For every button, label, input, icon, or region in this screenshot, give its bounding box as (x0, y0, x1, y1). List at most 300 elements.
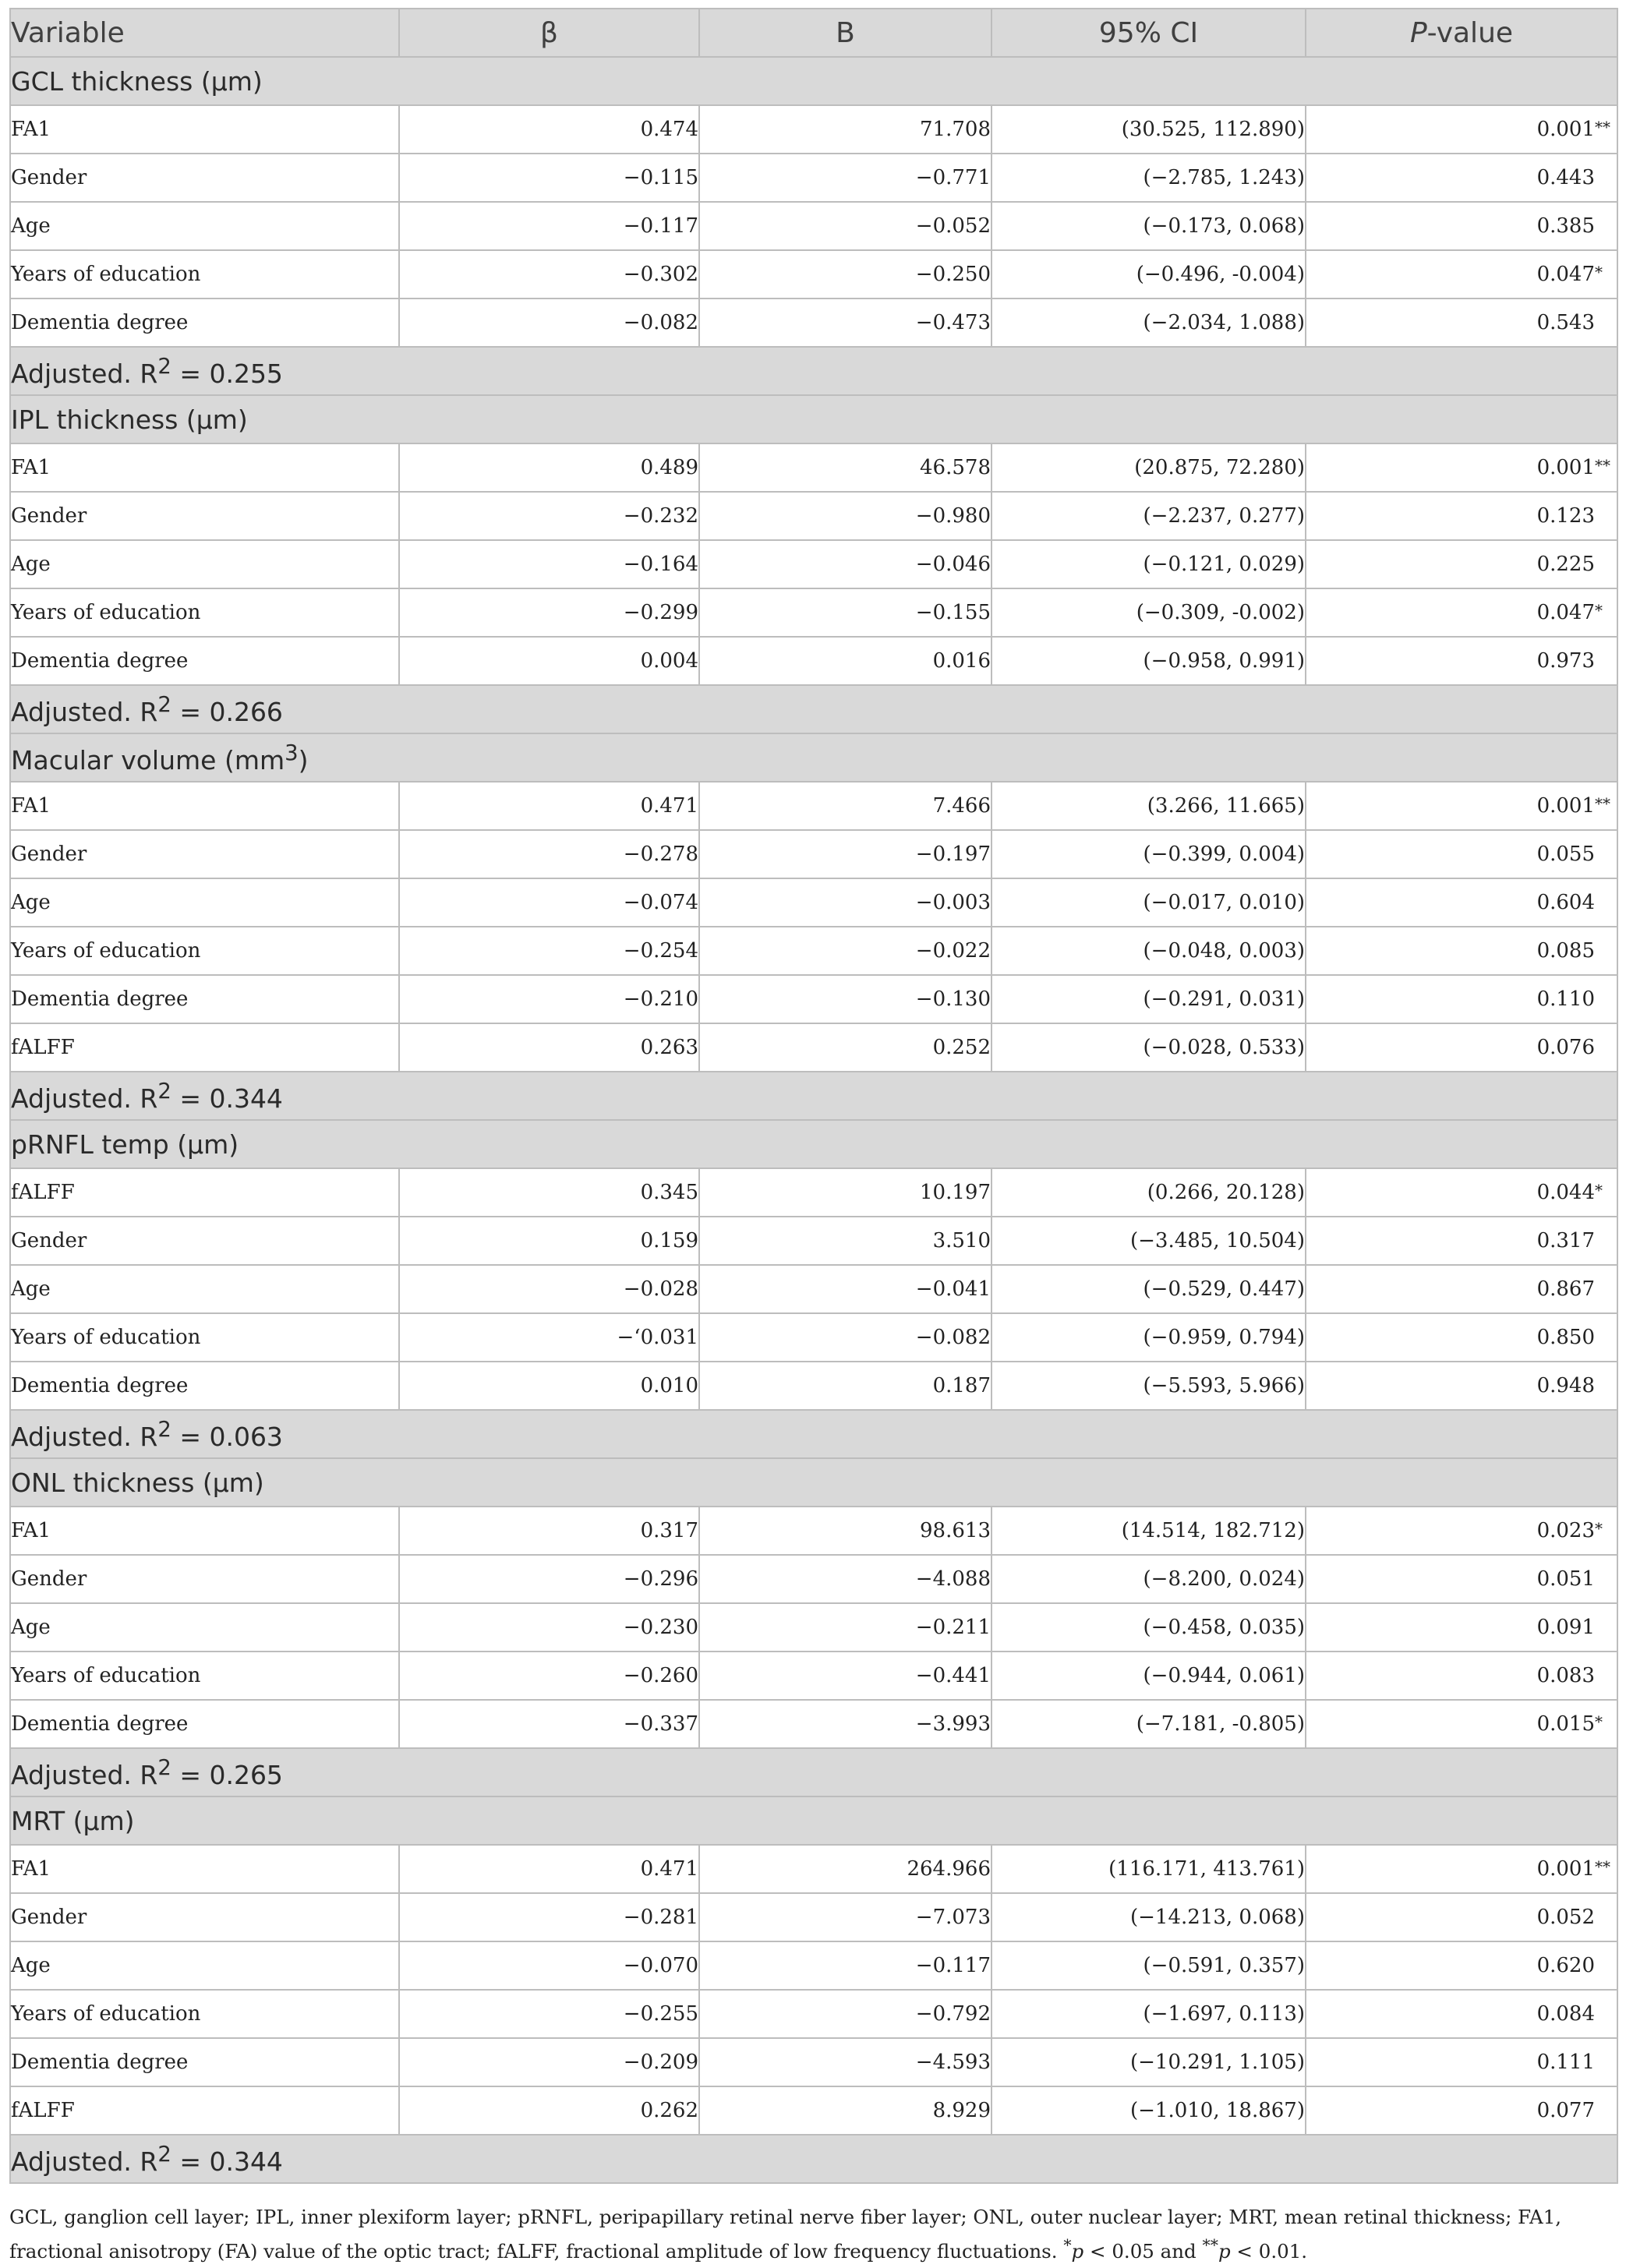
cell-b: −0.441 (699, 1652, 992, 1700)
section-header-row (10, 1458, 1617, 1507)
section-title-text: ONL thickness (μm) (11, 1467, 264, 1498)
cell-p-value (1306, 299, 1617, 347)
section-title (10, 1796, 1617, 1845)
cell-b: 3.510 (699, 1217, 992, 1265)
p-value-number: 0.023 (1536, 1519, 1595, 1542)
cell-b: 0.016 (699, 637, 992, 685)
p-value-number: 0.076 (1536, 1036, 1595, 1059)
cell-variable: Dementia degree (10, 1700, 399, 1748)
section-title (10, 733, 1617, 782)
cell-ci: (−8.200, 0.024) (992, 1555, 1306, 1603)
section-title (10, 395, 1617, 443)
cell-p-value (1306, 1362, 1617, 1410)
cell-ci: (−7.181, -0.805) (992, 1700, 1306, 1748)
table-row (10, 154, 1617, 202)
p-value-number: 0.867 (1536, 1277, 1595, 1301)
section-header-row (10, 1796, 1617, 1845)
table-row (10, 540, 1617, 588)
significance-marker: * (1595, 601, 1603, 620)
table-row (10, 1893, 1617, 1941)
cell-p-value (1306, 1265, 1617, 1313)
table-row (10, 782, 1617, 830)
cell-beta: −0.302 (399, 250, 699, 299)
cell-p-value (1306, 1700, 1617, 1748)
cell-beta: −0.209 (399, 2038, 699, 2086)
section-header-row (10, 733, 1617, 782)
cell-p-value (1306, 105, 1617, 154)
cell-beta: 0.010 (399, 1362, 699, 1410)
table-row (10, 202, 1617, 250)
cell-b: −3.993 (699, 1700, 992, 1748)
cell-p-value (1306, 2086, 1617, 2135)
significance-marker: ** (1595, 456, 1610, 475)
cell-p-value (1306, 782, 1617, 830)
cell-ci: (14.514, 182.712) (992, 1507, 1306, 1555)
adjusted-r2-label: Adjusted. R (11, 2146, 158, 2177)
adjusted-r2-row (10, 685, 1617, 733)
cell-ci: (−0.959, 0.794) (992, 1313, 1306, 1362)
cell-b: −4.088 (699, 1555, 992, 1603)
cell-ci: (−0.048, 0.003) (992, 927, 1306, 975)
p-value-number: 0.948 (1536, 1374, 1595, 1397)
cell-variable: Years of education (10, 927, 399, 975)
cell-p-value (1306, 2038, 1617, 2086)
adjusted-r2-cell (10, 1410, 1617, 1458)
header-ci: 95% CI (992, 9, 1306, 57)
cell-ci: (−2.034, 1.088) (992, 299, 1306, 347)
table-row (10, 1313, 1617, 1362)
header-p-value (1306, 9, 1617, 57)
table-row (10, 588, 1617, 637)
cell-variable: Years of education (10, 250, 399, 299)
cell-b: 8.929 (699, 2086, 992, 2135)
table-row (10, 299, 1617, 347)
p-value-number: 0.001 (1536, 456, 1595, 479)
adjusted-r2-row (10, 1072, 1617, 1120)
significance-marker: * (1595, 1712, 1603, 1731)
footnote-sig1-mark: * (1063, 2236, 1072, 2255)
cell-ci: (−0.017, 0.010) (992, 878, 1306, 927)
p-value-number: 0.604 (1536, 891, 1595, 914)
table-row (10, 443, 1617, 492)
adjusted-r2-exponent: 2 (157, 353, 171, 379)
table-row (10, 830, 1617, 878)
adjusted-r2-exponent: 2 (157, 2141, 171, 2167)
cell-b: 10.197 (699, 1168, 992, 1217)
cell-beta: 0.471 (399, 1845, 699, 1893)
adjusted-r2-value: = 0.266 (171, 696, 283, 727)
cell-p-value (1306, 443, 1617, 492)
cell-ci: (−0.496, -0.004) (992, 250, 1306, 299)
table-row (10, 1023, 1617, 1072)
cell-beta: −0.278 (399, 830, 699, 878)
cell-b: −0.003 (699, 878, 992, 927)
cell-variable: FA1 (10, 443, 399, 492)
section-title-text: Macular volume (mm (11, 744, 285, 775)
table-row (10, 1845, 1617, 1893)
significance-marker: * (1595, 1181, 1603, 1199)
cell-variable: Age (10, 1941, 399, 1990)
p-value-number: 0.055 (1536, 843, 1595, 866)
table-row (10, 492, 1617, 540)
p-value-number: 0.091 (1536, 1616, 1595, 1639)
cell-p-value (1306, 492, 1617, 540)
cell-p-value (1306, 1652, 1617, 1700)
table-row (10, 878, 1617, 927)
cell-ci: (−2.785, 1.243) (992, 154, 1306, 202)
section-title-text: IPL thickness (μm) (11, 404, 248, 435)
adjusted-r2-exponent: 2 (157, 1754, 171, 1780)
cell-p-value (1306, 1941, 1617, 1990)
p-value-number: 0.085 (1536, 939, 1595, 963)
adjusted-r2-exponent: 2 (157, 691, 171, 717)
cell-variable: Gender (10, 154, 399, 202)
cell-variable: Age (10, 540, 399, 588)
adjusted-r2-value: = 0.344 (171, 1083, 283, 1114)
cell-beta: 0.345 (399, 1168, 699, 1217)
table-row (10, 927, 1617, 975)
table-row (10, 637, 1617, 685)
cell-b: −0.022 (699, 927, 992, 975)
cell-beta: −0.074 (399, 878, 699, 927)
cell-p-value (1306, 1217, 1617, 1265)
cell-b: −7.073 (699, 1893, 992, 1941)
cell-variable: Dementia degree (10, 637, 399, 685)
header-p-suffix: -value (1426, 16, 1514, 49)
cell-ci: (−0.028, 0.533) (992, 1023, 1306, 1072)
cell-ci: (−0.958, 0.991) (992, 637, 1306, 685)
cell-variable: Years of education (10, 1313, 399, 1362)
table-row (10, 1362, 1617, 1410)
cell-ci: (−3.485, 10.504) (992, 1217, 1306, 1265)
adjusted-r2-exponent: 2 (157, 1078, 171, 1104)
cell-variable: Age (10, 202, 399, 250)
cell-p-value (1306, 1893, 1617, 1941)
table-footnote (9, 2203, 1617, 2266)
cell-variable: fALFF (10, 1023, 399, 1072)
cell-b: −0.052 (699, 202, 992, 250)
cell-beta: −0.115 (399, 154, 699, 202)
adjusted-r2-label: Adjusted. R (11, 1759, 158, 1790)
section-title-text: MRT (μm) (11, 1805, 135, 1836)
cell-p-value (1306, 588, 1617, 637)
cell-ci: (0.266, 20.128) (992, 1168, 1306, 1217)
cell-b: −0.473 (699, 299, 992, 347)
p-value-number: 0.015 (1536, 1712, 1595, 1736)
cell-ci: (−0.591, 0.357) (992, 1941, 1306, 1990)
table-row (10, 1652, 1617, 1700)
p-value-number: 0.052 (1536, 1906, 1595, 1929)
cell-variable: Dementia degree (10, 1362, 399, 1410)
adjusted-r2-label: Adjusted. R (11, 358, 158, 389)
cell-b: 0.187 (699, 1362, 992, 1410)
cell-b: 0.252 (699, 1023, 992, 1072)
table-row (10, 1603, 1617, 1652)
cell-ci: (−0.399, 0.004) (992, 830, 1306, 878)
cell-variable: FA1 (10, 782, 399, 830)
table-row (10, 250, 1617, 299)
cell-variable: fALFF (10, 2086, 399, 2135)
cell-beta: −0.028 (399, 1265, 699, 1313)
cell-variable: Gender (10, 492, 399, 540)
cell-b: −0.771 (699, 154, 992, 202)
significance-marker: ** (1595, 794, 1610, 813)
p-value-number: 0.051 (1536, 1567, 1595, 1591)
cell-b: −0.046 (699, 540, 992, 588)
cell-variable: fALFF (10, 1168, 399, 1217)
p-value-number: 0.044 (1536, 1181, 1595, 1204)
cell-ci: (−0.121, 0.029) (992, 540, 1306, 588)
adjusted-r2-cell (10, 1072, 1617, 1120)
footnote-sig2-cond: < 0.01. (1230, 2240, 1308, 2263)
cell-ci: (−0.944, 0.061) (992, 1652, 1306, 1700)
cell-beta: −0.210 (399, 975, 699, 1023)
p-value-number: 0.850 (1536, 1326, 1595, 1349)
cell-b: 264.966 (699, 1845, 992, 1893)
p-value-number: 0.001 (1536, 118, 1595, 141)
header-b: B (699, 9, 992, 57)
adjusted-r2-value: = 0.063 (171, 1421, 283, 1452)
cell-variable: Dementia degree (10, 299, 399, 347)
cell-beta: 0.317 (399, 1507, 699, 1555)
cell-p-value (1306, 540, 1617, 588)
cell-b: −0.250 (699, 250, 992, 299)
cell-b: 7.466 (699, 782, 992, 830)
cell-ci: (−0.173, 0.068) (992, 202, 1306, 250)
table-row (10, 975, 1617, 1023)
section-title-text: GCL thickness (μm) (11, 65, 263, 97)
significance-marker: * (1595, 263, 1603, 281)
cell-p-value (1306, 830, 1617, 878)
section-title (10, 57, 1617, 105)
cell-b: −0.130 (699, 975, 992, 1023)
cell-b: −0.082 (699, 1313, 992, 1362)
p-value-number: 0.001 (1536, 1857, 1595, 1881)
cell-ci: (−5.593, 5.966) (992, 1362, 1306, 1410)
cell-p-value (1306, 927, 1617, 975)
p-value-number: 0.077 (1536, 2099, 1595, 2122)
cell-variable: FA1 (10, 1845, 399, 1893)
cell-beta: −0.117 (399, 202, 699, 250)
header-beta: β (399, 9, 699, 57)
cell-b: −0.155 (699, 588, 992, 637)
adjusted-r2-label: Adjusted. R (11, 696, 158, 727)
footnote-sig1-cond: < 0.05 and (1083, 2240, 1203, 2263)
cell-p-value (1306, 1555, 1617, 1603)
p-value-number: 0.111 (1536, 2051, 1595, 2074)
cell-b: −0.197 (699, 830, 992, 878)
cell-beta: −0.260 (399, 1652, 699, 1700)
cell-b: 71.708 (699, 105, 992, 154)
cell-beta: −0.164 (399, 540, 699, 588)
cell-ci: (−0.529, 0.447) (992, 1265, 1306, 1313)
cell-ci: (−0.291, 0.031) (992, 975, 1306, 1023)
section-header-row (10, 395, 1617, 443)
footnote-sig2-mark: ** (1202, 2236, 1218, 2255)
table-row (10, 1265, 1617, 1313)
section-title-exponent: 3 (285, 740, 299, 765)
cell-beta: 0.004 (399, 637, 699, 685)
cell-b: 46.578 (699, 443, 992, 492)
cell-variable: FA1 (10, 105, 399, 154)
cell-p-value (1306, 975, 1617, 1023)
footnote-sig1-p: p (1071, 2240, 1084, 2263)
cell-variable: Gender (10, 1893, 399, 1941)
cell-beta: 0.263 (399, 1023, 699, 1072)
cell-variable: Years of education (10, 588, 399, 637)
adjusted-r2-row (10, 1748, 1617, 1796)
cell-ci: (−2.237, 0.277) (992, 492, 1306, 540)
cell-b: −4.593 (699, 2038, 992, 2086)
adjusted-r2-cell (10, 685, 1617, 733)
cell-beta: −0.337 (399, 1700, 699, 1748)
cell-p-value (1306, 1313, 1617, 1362)
header-row (10, 9, 1617, 57)
adjusted-r2-value: = 0.265 (171, 1759, 283, 1790)
p-value-number: 0.973 (1536, 649, 1595, 673)
table-row (10, 2038, 1617, 2086)
cell-b: −0.211 (699, 1603, 992, 1652)
cell-beta: 0.159 (399, 1217, 699, 1265)
cell-beta: 0.262 (399, 2086, 699, 2135)
cell-variable: Gender (10, 1555, 399, 1603)
table-row (10, 1168, 1617, 1217)
table-row (10, 1941, 1617, 1990)
cell-variable: Gender (10, 830, 399, 878)
cell-ci: (−10.291, 1.105) (992, 2038, 1306, 2086)
cell-p-value (1306, 1845, 1617, 1893)
table-row (10, 105, 1617, 154)
table-row (10, 1507, 1617, 1555)
cell-p-value (1306, 1990, 1617, 2038)
section-title-text: pRNFL temp (μm) (11, 1129, 239, 1160)
cell-beta: −0.254 (399, 927, 699, 975)
cell-ci: (−0.309, -0.002) (992, 588, 1306, 637)
cell-beta: −0.255 (399, 1990, 699, 2038)
p-value-number: 0.620 (1536, 1954, 1595, 1977)
table-row (10, 1700, 1617, 1748)
adjusted-r2-exponent: 2 (157, 1416, 171, 1442)
cell-p-value (1306, 202, 1617, 250)
table-body (10, 57, 1617, 2183)
cell-variable: Age (10, 878, 399, 927)
cell-variable: FA1 (10, 1507, 399, 1555)
table-row (10, 1555, 1617, 1603)
cell-p-value (1306, 1023, 1617, 1072)
cell-beta: −‘0.031 (399, 1313, 699, 1362)
cell-p-value (1306, 1168, 1617, 1217)
adjusted-r2-cell (10, 2135, 1617, 2183)
cell-ci: (−1.697, 0.113) (992, 1990, 1306, 2038)
cell-ci: (−14.213, 0.068) (992, 1893, 1306, 1941)
cell-b: −0.041 (699, 1265, 992, 1313)
adjusted-r2-row (10, 347, 1617, 395)
p-value-number: 0.225 (1536, 553, 1595, 576)
p-value-number: 0.084 (1536, 2002, 1595, 2026)
p-value-number: 0.110 (1536, 987, 1595, 1011)
p-value-number: 0.317 (1536, 1229, 1595, 1252)
cell-ci: (−1.010, 18.867) (992, 2086, 1306, 2135)
p-value-number: 0.083 (1536, 1664, 1595, 1687)
cell-p-value (1306, 1507, 1617, 1555)
cell-beta: −0.070 (399, 1941, 699, 1990)
p-value-number: 0.047 (1536, 263, 1595, 286)
table-row (10, 1990, 1617, 2038)
cell-variable: Years of education (10, 1990, 399, 2038)
cell-beta: 0.474 (399, 105, 699, 154)
cell-variable: Dementia degree (10, 2038, 399, 2086)
footnote-text: GCL, ganglion cell layer; IPL, inner plexiform layer; pRNFL, peripapillary retinal nerve fiber layer; ONL, outer nuclear layer; MRT, mean retinal thickness; FA1, fractional anisotropy (FA) value of the optic tract; fALFF, fractional amplitude of low frequency fluctuations. (9, 2206, 1562, 2263)
cell-beta: −0.281 (399, 1893, 699, 1941)
cell-b: 98.613 (699, 1507, 992, 1555)
p-value-number: 0.385 (1536, 214, 1595, 238)
adjusted-r2-row (10, 1410, 1617, 1458)
cell-ci: (−0.458, 0.035) (992, 1603, 1306, 1652)
cell-p-value (1306, 250, 1617, 299)
cell-p-value (1306, 154, 1617, 202)
cell-ci: (30.525, 112.890) (992, 105, 1306, 154)
cell-b: −0.792 (699, 1990, 992, 2038)
adjusted-r2-value: = 0.344 (171, 2146, 283, 2177)
p-value-number: 0.047 (1536, 601, 1595, 624)
adjusted-r2-label: Adjusted. R (11, 1083, 158, 1114)
cell-b: −0.117 (699, 1941, 992, 1990)
table-row (10, 1217, 1617, 1265)
section-title-end: ) (298, 744, 309, 775)
section-header-row (10, 57, 1617, 105)
cell-variable: Gender (10, 1217, 399, 1265)
cell-ci: (20.875, 72.280) (992, 443, 1306, 492)
cell-beta: −0.082 (399, 299, 699, 347)
cell-beta: −0.230 (399, 1603, 699, 1652)
header-variable: Variable (10, 9, 399, 57)
cell-ci: (116.171, 413.761) (992, 1845, 1306, 1893)
cell-p-value (1306, 637, 1617, 685)
cell-variable: Age (10, 1603, 399, 1652)
p-value-number: 0.001 (1536, 794, 1595, 818)
regression-table (9, 8, 1618, 2184)
p-value-number: 0.123 (1536, 504, 1595, 528)
significance-marker: ** (1595, 1857, 1610, 1876)
significance-marker: * (1595, 1519, 1603, 1538)
adjusted-r2-label: Adjusted. R (11, 1421, 158, 1452)
header-p-italic: P (1409, 16, 1427, 49)
adjusted-r2-cell (10, 1748, 1617, 1796)
significance-marker: ** (1595, 118, 1610, 136)
cell-variable: Years of education (10, 1652, 399, 1700)
cell-beta: −0.232 (399, 492, 699, 540)
cell-beta: 0.471 (399, 782, 699, 830)
cell-beta: −0.296 (399, 1555, 699, 1603)
cell-p-value (1306, 1603, 1617, 1652)
cell-b: −0.980 (699, 492, 992, 540)
adjusted-r2-cell (10, 347, 1617, 395)
cell-beta: 0.489 (399, 443, 699, 492)
section-title (10, 1120, 1617, 1168)
cell-variable: Age (10, 1265, 399, 1313)
cell-ci: (3.266, 11.665) (992, 782, 1306, 830)
cell-variable: Dementia degree (10, 975, 399, 1023)
section-title (10, 1458, 1617, 1507)
table-row (10, 2086, 1617, 2135)
cell-p-value (1306, 878, 1617, 927)
footnote-sig2-p: p (1218, 2240, 1231, 2263)
p-value-number: 0.543 (1536, 311, 1595, 334)
cell-beta: −0.299 (399, 588, 699, 637)
section-header-row (10, 1120, 1617, 1168)
adjusted-r2-row (10, 2135, 1617, 2183)
p-value-number: 0.443 (1536, 166, 1595, 189)
